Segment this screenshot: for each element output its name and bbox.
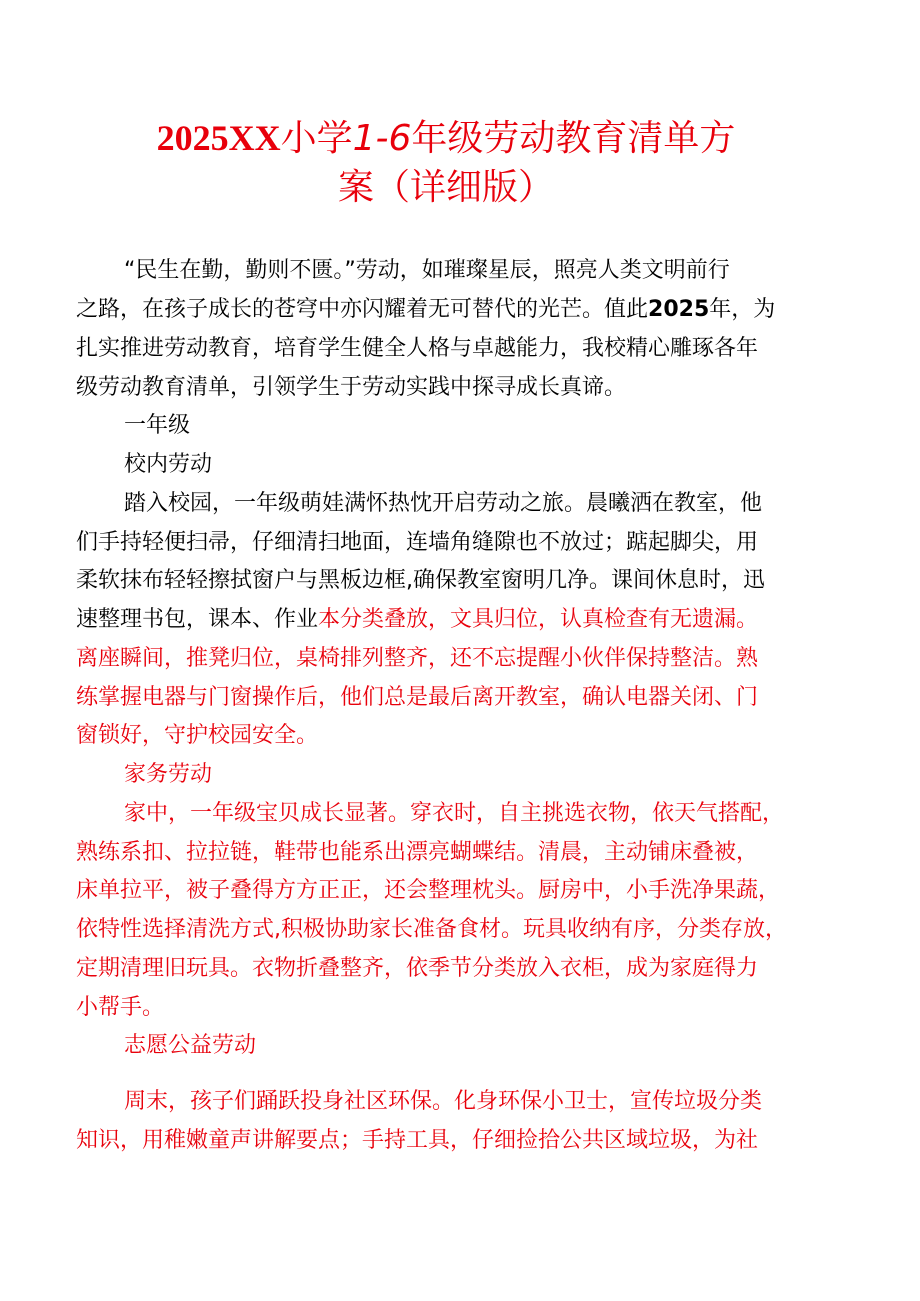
- document-title-line-2: 案（详细版）: [337, 167, 554, 208]
- home-para-line-5: 定期清理旧玩具。衣物折叠整齐，依季节分类放入衣柜，成为家庭得力: [76, 956, 759, 981]
- school-para-line-2: 们手持轻便扫帚，仔细清扫地面，连墙角缝隙也不放过；踮起脚尖，用: [76, 530, 759, 555]
- intro-line-3: 扎实推进劳动教育，培育学生健全人格与卓越能力，我校精心雕琢各年: [76, 336, 759, 361]
- title-main: 年级劳动教育清单方: [411, 118, 736, 159]
- intro-line-1: “民生在勤，勤则不匮。”劳动，如璀璨星辰，照亮人类文明前行: [124, 258, 730, 283]
- home-para-line-6: 小帮手。: [76, 995, 165, 1020]
- home-labor-heading: 家务劳动: [124, 762, 213, 787]
- school-para-line-3: 柔软抹布轻轻擦拭窗户与黑板边框,确保教室窗明几净。课间休息时，迅: [76, 568, 765, 593]
- home-para-line-3: 床单拉平，被子叠得方方正正，还会整理枕头。厨房中，小手洗净果蔬，: [76, 878, 781, 903]
- volunteer-labor-heading: 志愿公益劳动: [124, 1033, 257, 1058]
- grade-heading: 一年级: [124, 413, 191, 438]
- intro-line-2: [76, 295, 775, 325]
- intro-line-2-text: 之路，在孩子成长的苍穹中亦闪耀着无可替代的光芒。值此: [76, 297, 649, 322]
- school-para-line-4-black: 速整理书包，课本、作业: [76, 607, 319, 632]
- school-para-line-1: 踏入校园，一年级萌娃满怀热忱开启劳动之旅。晨曦洒在教室，他: [124, 491, 763, 516]
- school-para-line-5: 离座瞬间，推凳归位，桌椅排列整齐，还不忘提醒小伙伴保持整洁。熟: [76, 646, 759, 671]
- intro-line-2-end: 年，为: [709, 297, 776, 322]
- document-title-line-1: [76, 116, 816, 161]
- school-para-line-6: 练掌握电器与门窗操作后，他们总是最后离开教室，确认电器关闭、门: [76, 685, 759, 710]
- school-para-line-4-red: 本分类叠放，文具归位，认真检查有无遗漏。: [318, 607, 759, 632]
- title-year-school: 2025XX: [156, 118, 281, 158]
- volunteer-para-line-2: 知识，用稚嫩童声讲解要点；手持工具，仔细捡拾公共区域垃圾，为社: [76, 1128, 759, 1153]
- home-para-line-1: 家中，一年级宝贝成长显著。穿衣时，自主挑选衣物，依天气搭配，: [124, 801, 785, 826]
- home-para-line-4: 依特性选择清洗方式,积极协助家长准备食材。玩具收纳有序，分类存放，: [76, 917, 787, 942]
- school-para-line-7: 窗锁好，守护校园安全。: [76, 723, 319, 748]
- school-para-line-4: [76, 605, 758, 635]
- title-school: 小学: [280, 118, 353, 159]
- intro-line-4: 级劳动教育清单，引领学生于劳动实践中探寻成长真谛。: [76, 375, 627, 400]
- school-labor-heading: 校内劳动: [124, 452, 213, 477]
- home-para-line-2: 熟练系扣、拉拉链，鞋带也能系出漂亮蝴蝶结。清晨，主动铺床叠被，: [76, 840, 759, 865]
- volunteer-para-line-1: 周末，孩子们踊跃投身社区环保。化身环保小卫士，宣传垃圾分类: [124, 1089, 763, 1114]
- title-grade-range: 1-6: [352, 118, 412, 159]
- intro-year: 2025: [648, 297, 710, 322]
